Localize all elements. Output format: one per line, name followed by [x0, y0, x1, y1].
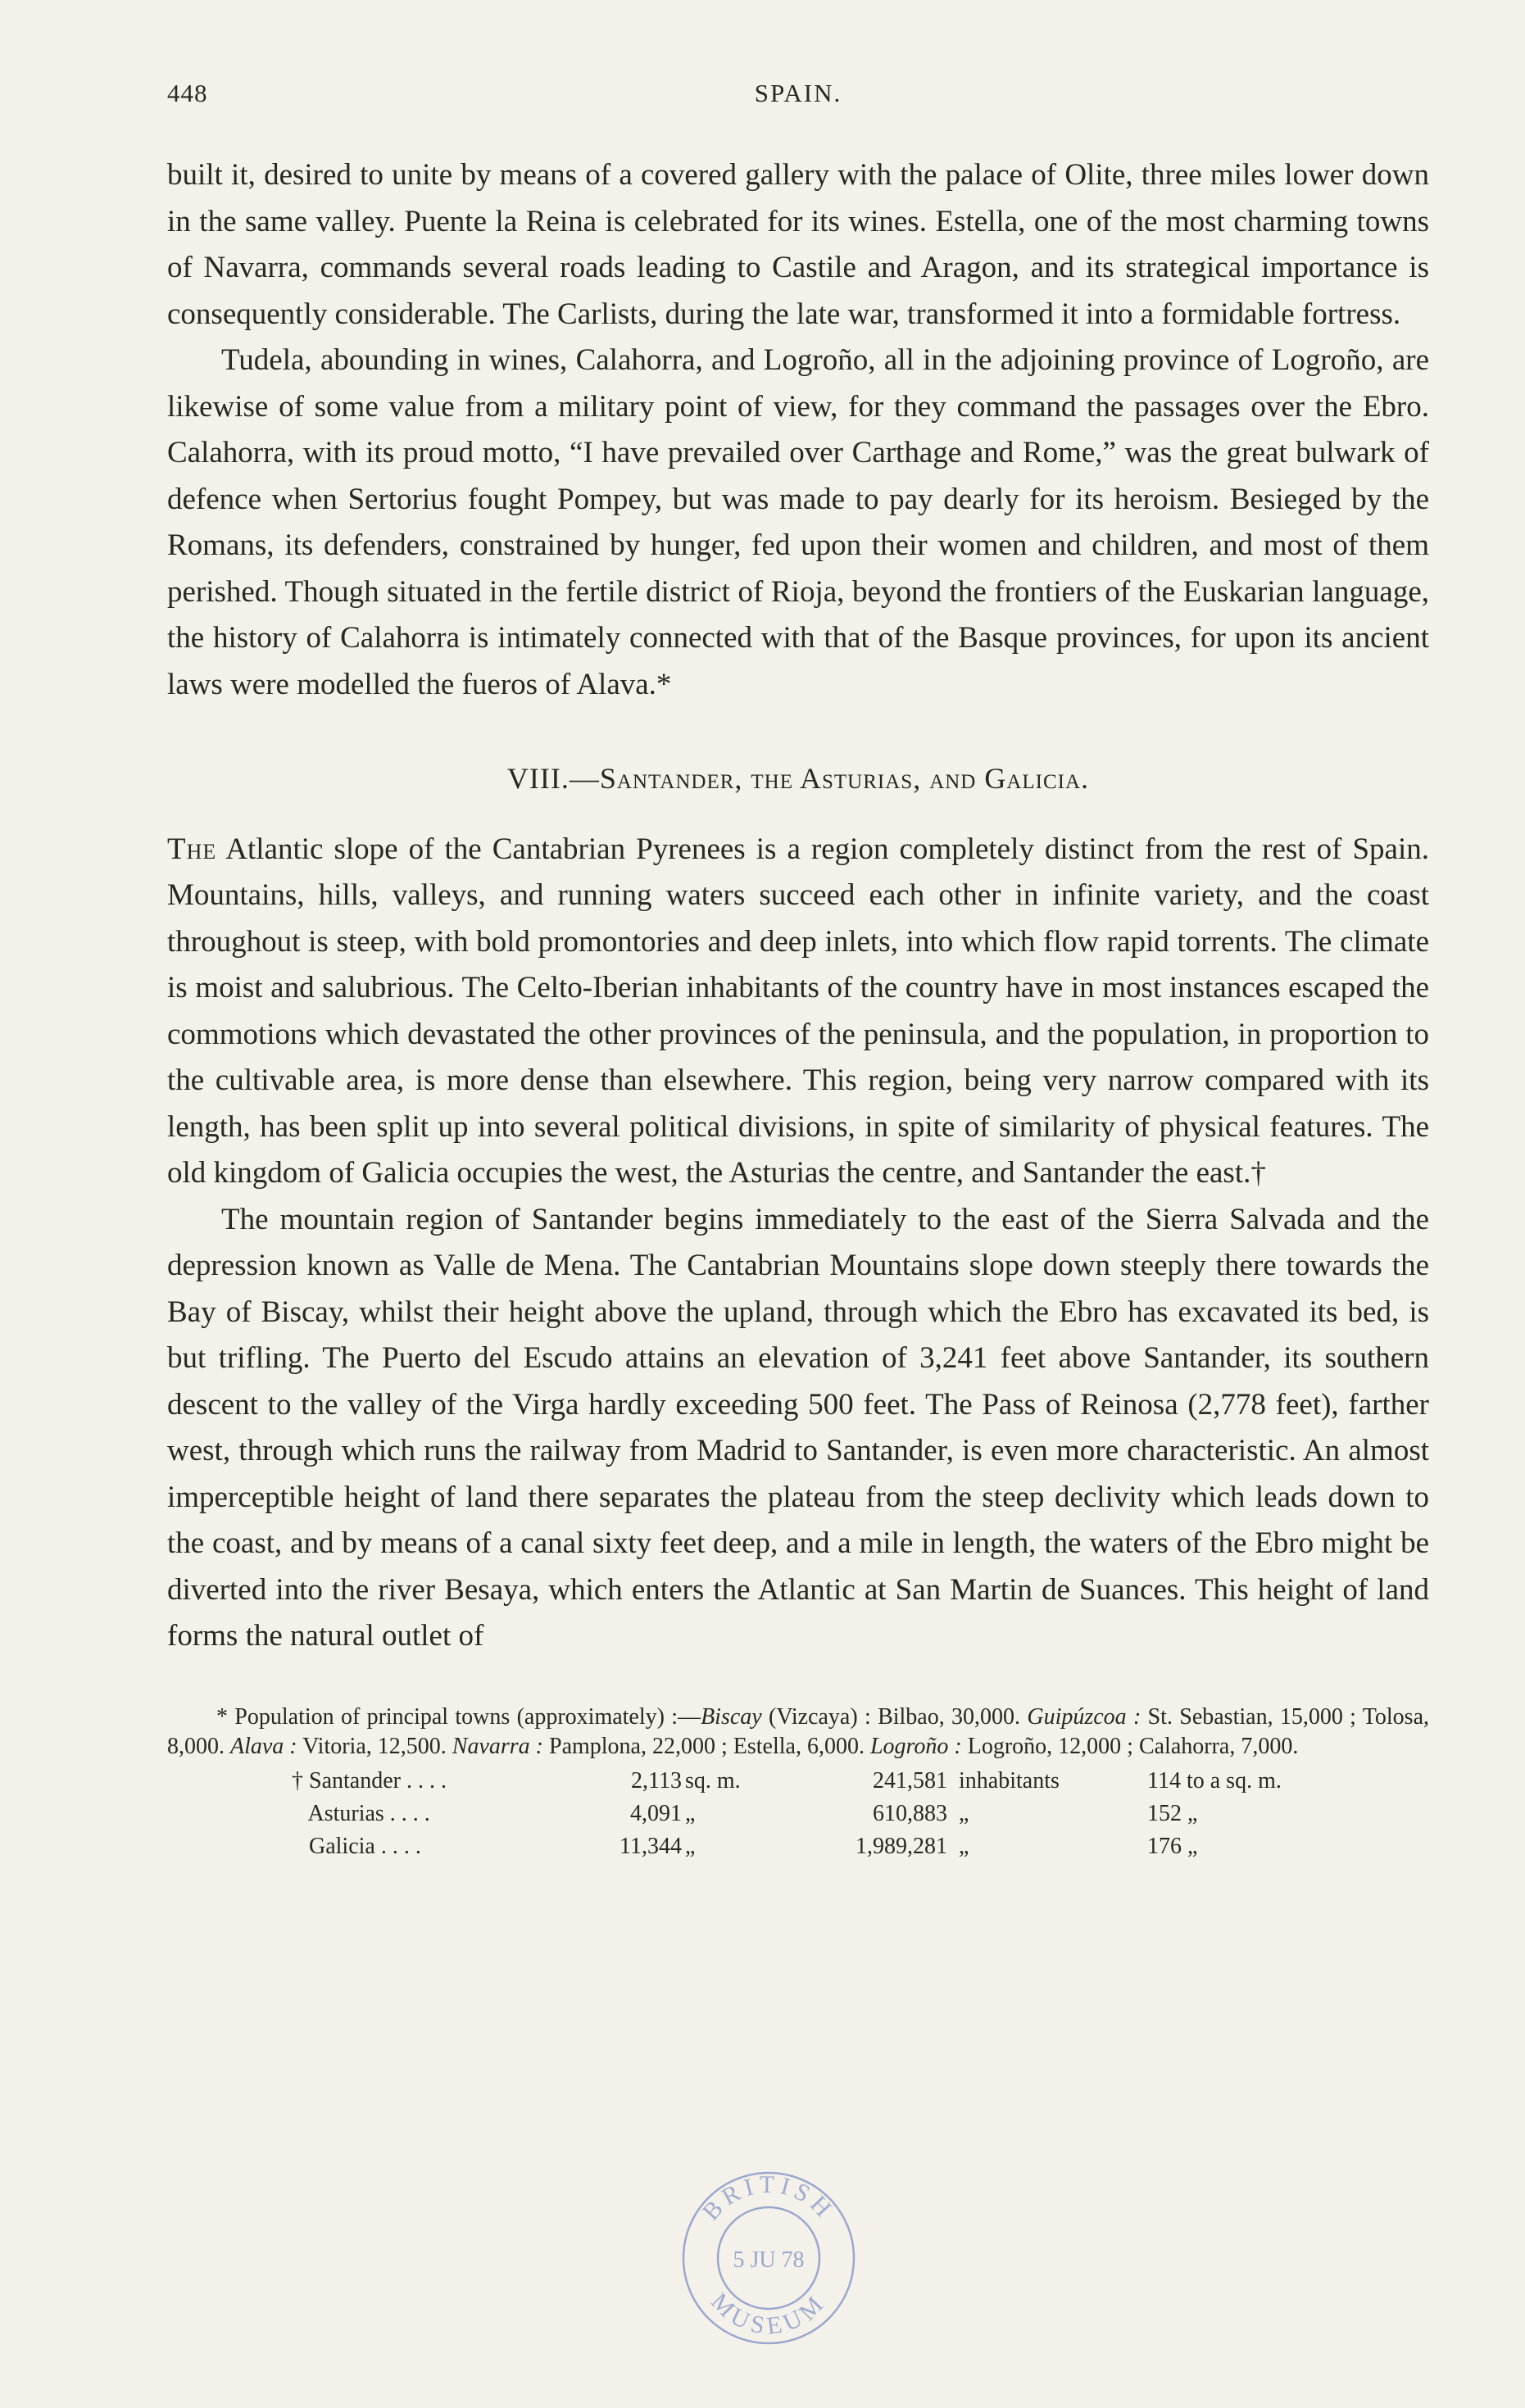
table-cell-population: 610,883	[873, 1800, 947, 1826]
stamp-top-textpath: BRITISH	[697, 2170, 840, 2226]
table-cell-region	[292, 1832, 554, 1865]
paragraph-tudela: Tudela, abounding in wines, Calahorra, and Logroño, all in the adjoining province of Logroño, are likewise of some value from a military point of view, for they command the passages over the Ebro. Calahorra, with its proud motto, “I have prevailed over Carthage and Rome,” was the great bulwark of defence when Sertorius fought Pompey, but was made to pay dearly for its heroism. Besieged by the Romans, its defenders, constrained by hunger, fed upon their women and children, and most of them perished. Though situated in the fertile district of Rioja, beyond the frontiers of the Euskarian language, the history of Calahorra is intimately connected with that of the Basque provinces, for upon its ancient laws were modelled the fueros of Alava.*	[167, 343, 1429, 701]
footnotes	[167, 1703, 1429, 1865]
footnote-mark-star: *	[216, 1703, 228, 1730]
lead-word: The	[167, 832, 217, 866]
dot-leader: . . . .	[380, 1833, 421, 1859]
province-alava: Alava :	[230, 1733, 297, 1759]
footnote-mark-dagger: †	[292, 1767, 303, 1794]
table-cell-area: 11,344	[620, 1833, 682, 1859]
stamp-date: 5 JU 78	[733, 2247, 805, 2273]
page-number: 448	[167, 79, 208, 107]
running-title: SPAIN.	[754, 79, 842, 107]
section-number: VIII.	[506, 762, 570, 795]
table-cell-density: 114 to a sq. m.	[1147, 1767, 1282, 1794]
table-cell-unit: „	[685, 1800, 696, 1826]
footnote-text-1: (Vizcaya) : Bilbao, 30,000.	[761, 1703, 1028, 1730]
region-name: Galicia	[309, 1833, 375, 1859]
paragraph-continued: built it, desired to unite by means of a covered gallery with the palace of Olite, three miles lower down in the same valley. Puente la Reina is celebrated for its wines. Estella, one of the most charming towns of Navarra, commands several roads leading to Castile and Aragon, and its strategical importance is consequently considerable. The Carlists, during the late war, transformed it into a formidable fortress.	[167, 158, 1429, 331]
paragraph-santander: The mountain region of Santander begins immediately to the east of the Sierra Salvada and the depression known as Valle de Mena. The Cantabrian Mountains slope down steeply there towards the Bay of Biscay, whilst their height above the upland, through which the Ebro has excavated its bed, is but trifling. The Puerto del Escudo attains an elevation of 3,241 feet above Santander, its southern descent to the valley of the Virga hardly exceeding 500 feet. The Pass of Reinosa (2,778 feet), farther west, through which runs the railway from Madrid to Santander, is even more characteristic. An almost imperceptible height of land there separates the plateau from the steep declivity which leads down to the coast, and by means of a canal sixty feet deep, and a mile in length, the waters of the Ebro might be diverted into the river Besaya, which enters the Atlantic at San Martin de Suances. This height of land forms the natural outlet of	[167, 1202, 1429, 1653]
section-dash: —	[569, 762, 600, 795]
province-biscay: Biscay	[701, 1703, 762, 1730]
table-cell-unit: „	[685, 1833, 696, 1859]
table-cell-label: inhabitants	[959, 1767, 1060, 1794]
table-cell-label: „	[959, 1833, 969, 1859]
province-guipuzcoa: Guipúzcoa :	[1027, 1703, 1141, 1730]
footnote-dagger-table	[292, 1766, 1282, 1865]
table-cell-unit: sq. m.	[685, 1767, 741, 1794]
region-name: Asturias	[307, 1800, 384, 1826]
stamp-bottom-textpath: MUSEUM	[706, 2288, 832, 2340]
table-cell-region	[292, 1799, 554, 1832]
paragraph-atlantic-slope	[167, 827, 1429, 1197]
section-heading	[167, 755, 1429, 802]
table-cell-area: 4,091	[630, 1800, 682, 1826]
footnote-text-3: Vitoria, 12,500.	[297, 1733, 452, 1759]
dot-leader: . . . .	[389, 1800, 430, 1826]
table-cell-region	[292, 1766, 554, 1799]
footnote-text-4: Pamplona, 22,000 ; Estella, 6,000.	[543, 1733, 870, 1759]
table-row	[292, 1799, 1282, 1832]
dot-leader: . . . .	[406, 1767, 447, 1794]
footnote-text-5: Logroño, 12,000 ; Calahorra, 7,000.	[961, 1733, 1299, 1759]
footnote-star	[167, 1703, 1429, 1762]
province-logrono: Logroño :	[869, 1733, 962, 1759]
table-cell-label: „	[959, 1800, 969, 1826]
footnote-text-2: St. Sebastian, 15,000 ; Tolosa, 8,000.	[167, 1703, 1430, 1759]
footnote-intro: Population of principal towns (approximately) :—	[228, 1703, 701, 1730]
library-stamp	[670, 2160, 867, 2356]
section-title: Santander, the Asturias, and Galicia.	[599, 762, 1090, 795]
table-cell-area: 2,113	[631, 1767, 682, 1794]
province-navarra: Navarra :	[452, 1733, 543, 1759]
table-cell-population: 1,989,281	[856, 1833, 947, 1859]
table-cell-population: 241,581	[873, 1767, 947, 1794]
table-cell-density: 152 „	[1147, 1800, 1198, 1826]
table-row	[292, 1766, 1282, 1799]
body-text	[167, 152, 1429, 1660]
book-page	[167, 79, 1429, 1865]
stamp-top-text	[697, 2171, 840, 2226]
region-name: Santander	[309, 1767, 401, 1794]
table-row	[292, 1832, 1282, 1865]
running-head	[167, 79, 1429, 113]
table-cell-density: 176 „	[1147, 1833, 1198, 1859]
paragraph-atlantic-slope-text: Atlantic slope of the Cantabrian Pyrenees is a region completely distinct from the rest of Spain. Mountains, hills, valleys, and running waters succeed each other in infinite variety, and the coast throughout is steep, with bold promontories and deep inlets, into which flow rapid torrents. The climate is moist and salubrious. The Celto-Iberian inhabitants of the country have in most instances escaped the commotions which devastated the other provinces of the peninsula, and the population, in proportion to the cultivable area, is more dense than elsewhere. This region, being very narrow compared with its length, has been split up into several political divisions, in spite of similarity of physical features. The old kingdom of Galicia occupies the west, the Asturias the centre, and Santander the east.†	[167, 832, 1429, 1190]
